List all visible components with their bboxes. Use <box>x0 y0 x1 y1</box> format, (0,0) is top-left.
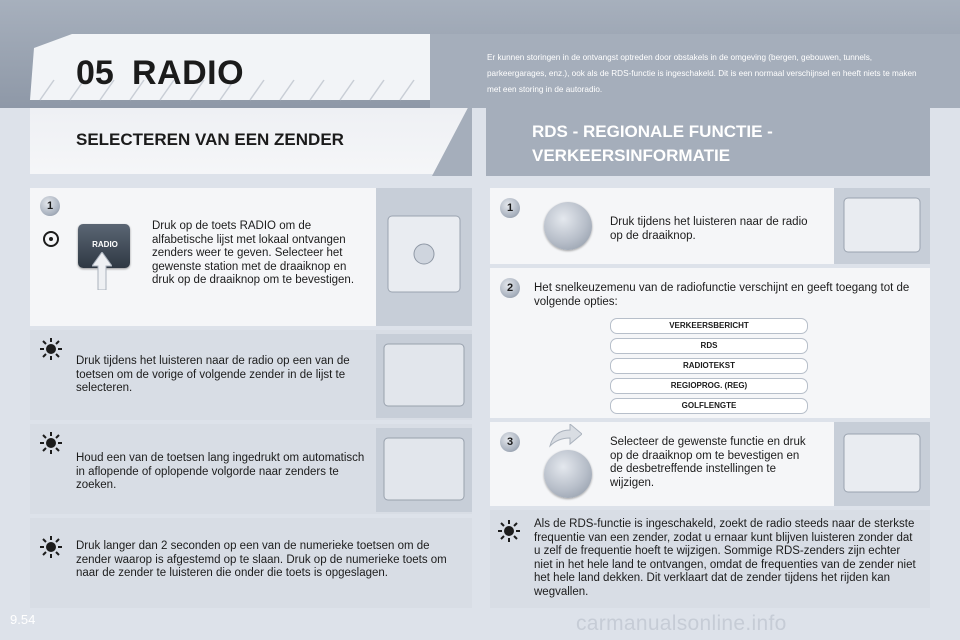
radio-button-label: RADIO <box>92 240 118 249</box>
radio-unit-image <box>376 334 472 418</box>
rds-tip-text: Als de RDS-functie is ingeschakeld, zoekt de radio steeds naar de sterkste frequentie van een zender, zodat u ernaar kunt blijven luisteren zonder dat u zelf de frequentie hoeft te wijzigen. Sommige RDS-zenders zijn echter niet in het hele land te ontvangen, omdat de frequenties van de zender niet het hele land dekken. Dit verklaart dat de zender tijdens het rijden kan wegvallen. <box>534 518 916 598</box>
clock-icon <box>42 230 60 248</box>
step-1-badge: 1 <box>40 196 60 216</box>
tip-icon <box>40 432 62 454</box>
radio-unit-image <box>834 422 930 506</box>
option-regioprog: REGIOPROG. (REG) <box>610 378 808 394</box>
tip-icon <box>40 338 62 360</box>
step-3-badge: 3 <box>500 432 520 452</box>
chapter-number: 05 <box>76 54 114 92</box>
step3-text: Selecteer de gewenste functie en druk op de draaiknop om te bevestigen en de desbetreffende instellingen te wijzigen. <box>610 436 806 489</box>
intro-text: Er kunnen storingen in de ontvangst optreden door obstakels in de omgeving (bergen, gebouwen, tunnels, parkeergarages, enz.), ook als de RDS-functie is ingeschakeld. Dit is een normaal verschijnsel en heeft niets te maken met een storing in de autoradio. <box>487 53 917 94</box>
rotate-arrow-icon <box>548 424 582 448</box>
page-number: 9.54 <box>10 612 36 627</box>
step1-text-right: Druk tijdens het luisteren naar de radio op de draaiknop. <box>610 216 808 242</box>
tip-icon <box>40 536 62 558</box>
header-diagonal <box>432 100 472 176</box>
option-verkeersbericht: VERKEERSBERICHT <box>610 318 808 334</box>
watermark: carmanualsonline.info <box>576 612 787 635</box>
radio-unit-image <box>376 428 472 512</box>
tip2-text: Houd een van de toetsen lang ingedrukt om automatisch in aflopende of oplopende volgorde naar zenders te zoeken. <box>76 452 365 491</box>
step-1-badge: 1 <box>500 198 520 218</box>
option-golflengte: GOLFLENGTE <box>610 398 808 414</box>
option-rds: RDS <box>610 338 808 354</box>
option-radiotekst: RADIOTEKST <box>610 358 808 374</box>
rotary-knob-graphic <box>544 202 592 250</box>
section-title-left: SELECTEREN VAN EEN ZENDER <box>76 130 344 149</box>
tip-icon <box>498 520 520 542</box>
tip3-text: Druk langer dan 2 seconden op een van de numerieke toetsen om de zender waarop is afgestemd op te slaan. Druk op de numerieke toets om naar de zender te luisteren die onder die toets is opgeslagen. <box>76 540 447 579</box>
section-title-right: RDS - REGIONALE FUNCTIE - VERKEERSINFORMATIE <box>532 122 773 165</box>
rotary-knob-graphic <box>544 450 592 498</box>
step-2-badge: 2 <box>500 278 520 298</box>
step1-text-left: Druk op de toets RADIO om de alfabetische lijst met lokaal ontvangen zenders weer te geven. Selecteer het gewenste station met de draaiknop en druk op de draaiknop om te bevestigen. <box>152 220 355 286</box>
step2-text: Het snelkeuzemenu van de radiofunctie verschijnt en geeft toegang tot de volgende opties: <box>534 282 910 308</box>
chapter-title: RADIO <box>132 54 245 92</box>
radio-unit-image <box>834 188 930 264</box>
radio-unit-image <box>376 188 472 326</box>
press-arrow-icon <box>92 252 112 290</box>
tip1-text: Druk tijdens het luisteren naar de radio op een van de toetsen om de vorige of volgende zender in de lijst te selecteren. <box>76 355 350 394</box>
